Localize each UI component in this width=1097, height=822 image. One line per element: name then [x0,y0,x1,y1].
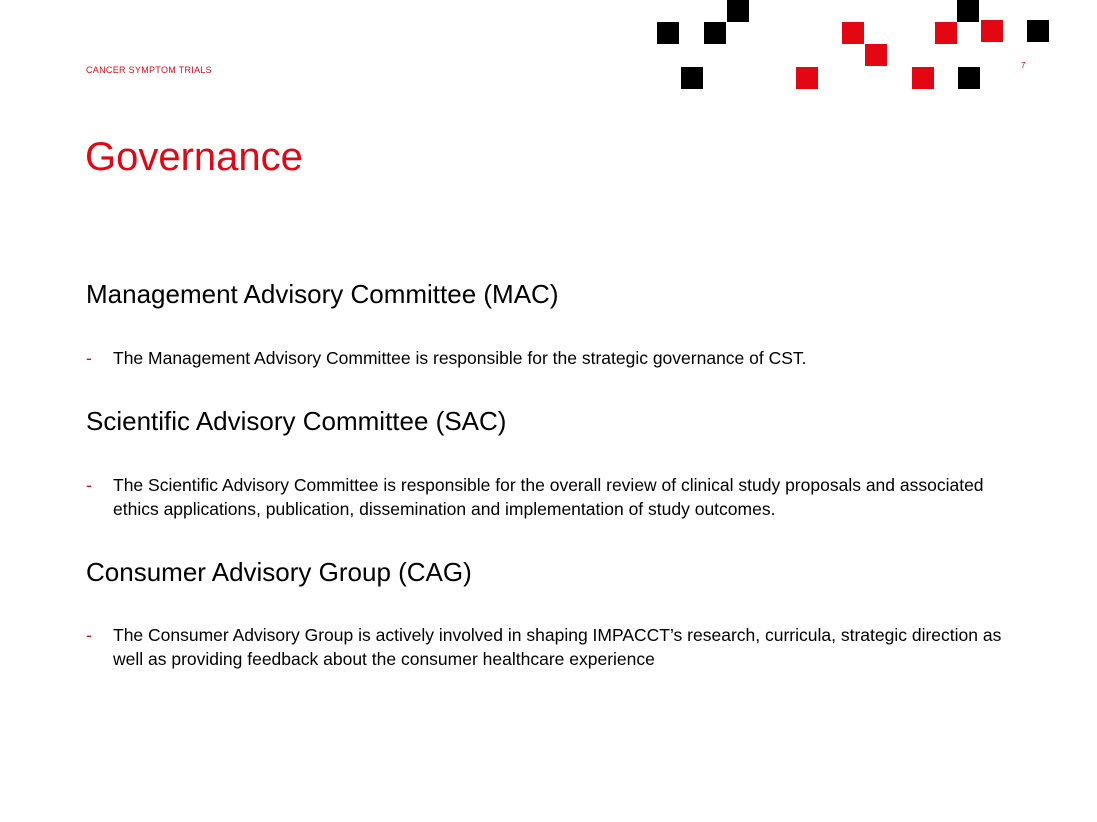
page-title: Governance [85,135,303,179]
bullet-dash: - [86,475,92,495]
bullet-dash: - [86,625,92,645]
decorative-square [981,20,1003,42]
decorative-square [958,67,980,89]
decorative-square [842,22,864,44]
header-label: CANCER SYMPTOM TRIALS [86,65,212,75]
bullet-text: The Scientific Advisory Committee is responsible for the overall review of clinical study proposals and associated ethics applications, publication, dissemination and implementation of study outcomes. [113,475,984,519]
decorative-square [957,0,979,22]
page-number: 7 [1021,61,1026,70]
decorative-square [865,44,887,66]
bullet-text: The Consumer Advisory Group is actively involved in shaping IMPACCT’s research, curricula, strategic direction as well as providing feedback about the consumer healthcare experience [113,625,1002,669]
decorative-square [727,0,749,22]
section-heading-sac: Scientific Advisory Committee (SAC) [86,406,507,436]
decorative-square [935,22,957,44]
decorative-square [1027,20,1049,42]
bullet-text: The Management Advisory Committee is responsible for the strategic governance of CST. [113,348,807,368]
decorative-square [657,22,679,44]
bullet-dash: - [86,348,92,368]
section-heading-cag: Consumer Advisory Group (CAG) [86,557,472,587]
decorative-square [796,67,818,89]
section-heading-mac: Management Advisory Committee (MAC) [86,279,559,309]
decorative-square [704,22,726,44]
decorative-square [912,67,934,89]
decorative-square [681,67,703,89]
